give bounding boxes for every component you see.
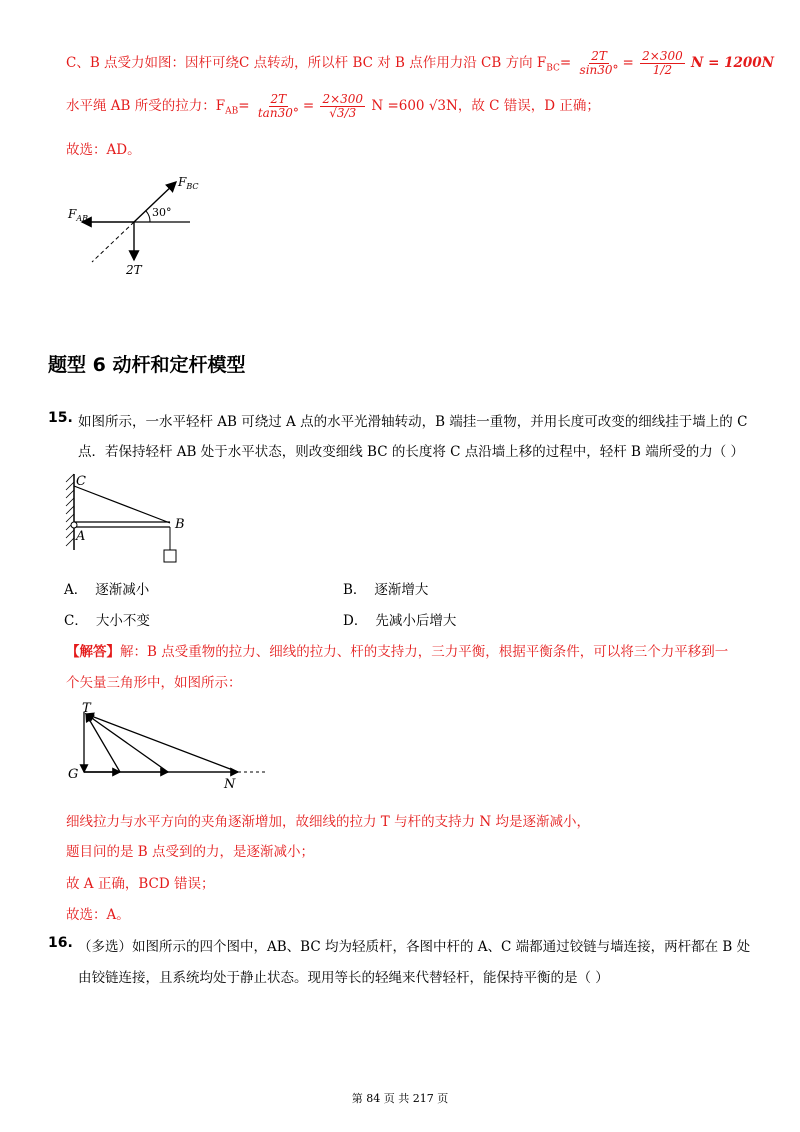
label-n: N (224, 777, 236, 792)
q15-diagram (62, 470, 192, 570)
q15-answer-line-5: 故 A 正确，BCD 错误； (66, 876, 215, 892)
label-b: B (175, 517, 185, 532)
page-footer: 第 84 页 共 217 页 (351, 1092, 449, 1105)
q15-answer-line-3: 细线拉力与水平方向的夹角逐渐增加，故细线的拉力 T 与杆的支持力 N 均是逐渐减小， (66, 814, 590, 830)
2t-label: 2T (126, 263, 142, 277)
q15-option-d: D． 先减小后增大 (343, 613, 457, 629)
fab-label: $F_{AB}$ (68, 207, 88, 223)
vector-triangle-diagram (60, 700, 280, 795)
fraction-600-sqrt3: $\frac{2\times 300}{√3/3}$ (322, 92, 364, 120)
q15-answer-line-1: 【解答】解：B 点受重物的拉力、细线的拉力、杆的支持力，三力平衡，根据平衡条件，可以将三个力平移到一 (66, 644, 729, 660)
vector-t-1 (86, 714, 120, 772)
q15-text-line-2: 点．若保持轻杆 AB 处于水平状态，则改变细线 BC 的长度将 C 点沿墙上移的过程中，轻杆 B 端所受的力（ ） (78, 444, 745, 460)
fraction-2t-tan30: $\frac{2T}{\tan 30^\circ}$ (257, 92, 299, 120)
wall-hatching (66, 474, 74, 546)
answer-line-1: C、B 点受力如图：因杆可绕C 点转动，所以杆 BC 对 B 点作用力沿 CB 方向 $F_{BC}=$ $\frac{2T}{\sin 30^\circ}$ = $\frac{2\times 300}{1/2}$ N = 1200N (66, 49, 774, 77)
string-cb (74, 486, 170, 523)
label-c: C (76, 474, 86, 489)
label-g: G (68, 767, 79, 782)
section-title: 题型 6 动杆和定杆模型 (48, 354, 246, 376)
answer-tag: 【解答】 (66, 644, 120, 660)
answer-line-3: 故选：AD。 (66, 142, 141, 158)
angle-label: 30° (152, 206, 172, 219)
answer-line-2: 水平绳 AB 所受的拉力：$F_{AB}=$ $\frac{2T}{\tan 30^\circ}$ = $\frac{2\times 300}{√3/3}$ N =600 √3N，故 C 错误，D 正确； (66, 92, 600, 120)
q15-text-line-1: 如图所示，一水平轻杆 AB 可绕过 A 点的水平光滑轴转动，B 端挂一重物，并用长度可改变的细线挂于墙上的 C (78, 414, 748, 430)
fraction-600-half: $\frac{2\times 300}{1/2}$ (642, 49, 683, 77)
q15-option-b: B． 逐渐增大 (343, 582, 429, 598)
fbc-label: $F_{BC}$ (178, 175, 199, 191)
vector-t-2 (86, 714, 168, 772)
question-number-15: 15. (48, 410, 73, 426)
q15-option-a: A． 逐渐减小 (64, 582, 150, 598)
label-t: T (82, 701, 91, 716)
q16-text-line-2: 由铰链连接，且系统均处于静止状态。现用等长的轻绳来代替轻杆，能保持平衡的是（ ） (78, 970, 609, 986)
q15-answer-line-2: 个矢量三角形中，如图所示： (66, 675, 242, 691)
weight-box (164, 550, 176, 562)
pivot-a (71, 522, 77, 528)
vector-t-3 (86, 714, 238, 772)
force-diagram-1 (60, 170, 220, 280)
label-a: A (76, 529, 86, 544)
fraction-2t-sin30: $\frac{2T}{\sin 30^\circ}$ (579, 49, 619, 77)
q16-text-line-1: （多选）如图所示的四个图中，AB、BC 均为轻质杆，各图中杆的 A、C 端都通过铰链与墙连接，两杆都在 B 处 (78, 939, 751, 955)
angle-arc (146, 211, 150, 222)
question-number-16: 16. (48, 935, 73, 951)
q15-option-c: C． 大小不变 (64, 613, 150, 629)
q15-answer-line-6: 故选：A。 (66, 907, 130, 923)
dashed-extension (92, 222, 134, 262)
q15-answer-line-4: 题目问的是 B 点受到的力，是逐渐减小； (66, 844, 315, 860)
